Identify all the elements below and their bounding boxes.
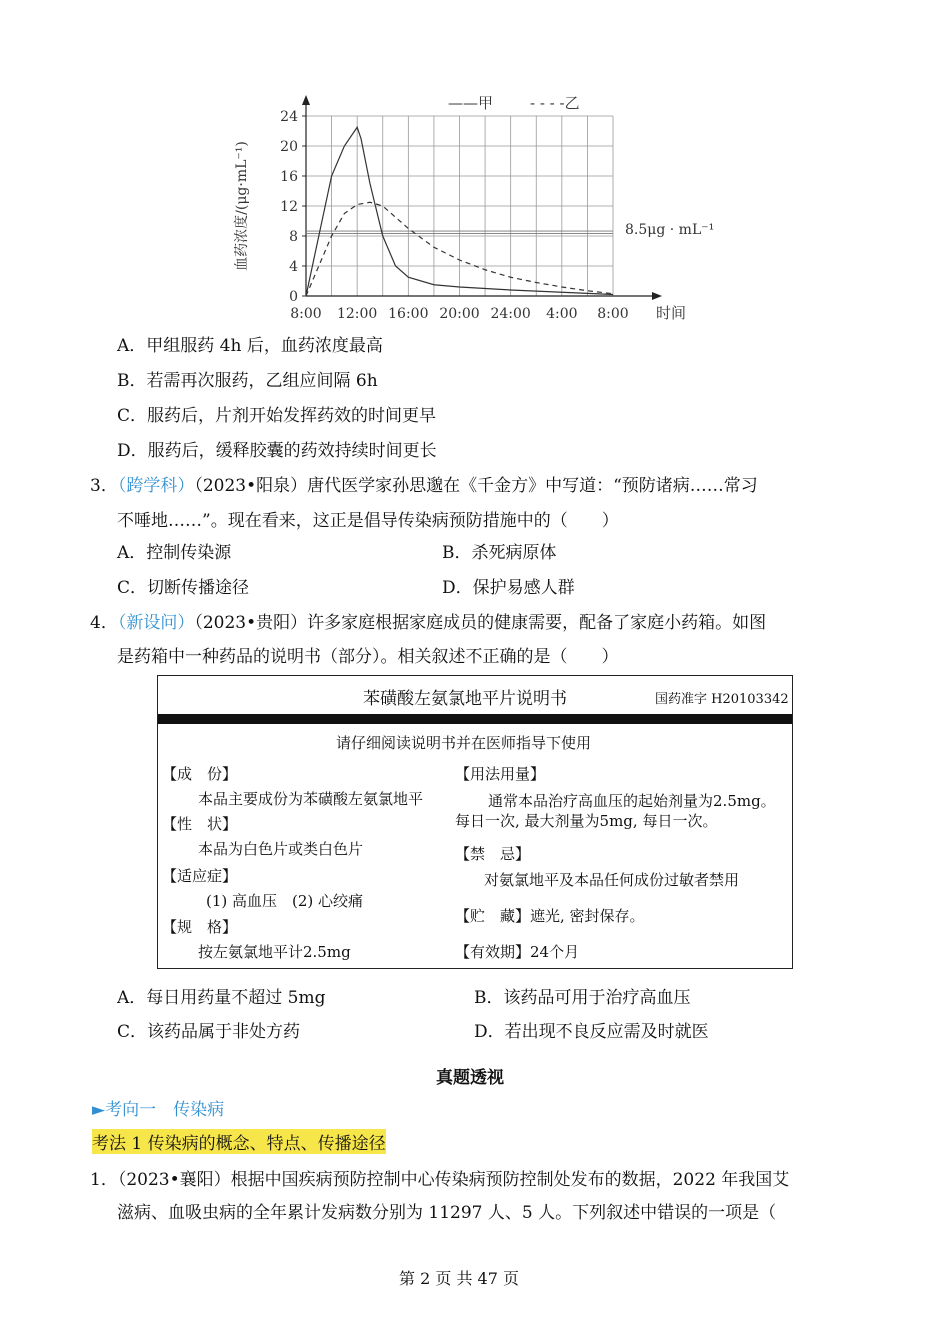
q4-text: （2023•贵阳）许多家庭根据家庭成员的健康需要，配备了家庭小药箱。如图 [194,613,767,633]
leaflet-divider [158,714,792,724]
indications-text: (1) 高血压 (2) 心绞痛 [206,892,364,910]
leaflet-approval: 国药准字 H20103342 [655,692,789,707]
q3-option-b: B．杀死病原体 [442,543,557,563]
q1-stem-line1 [90,1165,789,1190]
x-tick-label: 16:00 [388,306,429,322]
threshold-label: 8.5μg · mL⁻¹ [625,222,715,238]
q4-stem-line2: 是药箱中一种药品的说明书（部分）。相关叙述不正确的是（ ） [117,647,619,667]
y-tick-label: 4 [289,259,298,275]
q2-option-d: D．服药后，缓释胶囊的药效持续时间更长 [117,441,437,461]
q3-number: 3． [90,476,118,496]
appearance-text: 本品为白色片或类白色片 [198,840,364,858]
contra-heading: 【禁 忌】 [455,845,531,863]
q1-stem-line2: 滋病、血吸虫病的全年累计发病数分别为 11297 人、5 人。下列叙述中错误的一项是（ [117,1203,777,1223]
spec-heading: 【规 格】 [162,918,238,936]
q4-option-d: D．若出现不良反应需及时就医 [474,1022,709,1042]
q4-option-a: A．每日用药量不超过 5mg [117,988,326,1008]
expiry-line [455,941,579,962]
x-axis-label: 时间 [656,304,687,322]
usage-text-2: 每日一次, 最大剂量为5mg, 每日一次。 [455,812,718,830]
usage-heading: 【用法用量】 [455,765,546,783]
contra-text: 对氨氯地平及本品任何成份过敏者禁用 [484,871,740,889]
q4-option-b: B．该药品可用于治疗高血压 [474,988,691,1008]
usage-text-1: 通常本品治疗高血压的起始剂量为2.5mg。 [488,792,776,810]
ingredients-heading: 【成 份】 [162,765,238,783]
q4-option-c: C．该药品属于非处方药 [117,1022,301,1042]
y-axis-arrow [302,95,310,105]
x-tick-label: 24:00 [490,306,531,322]
q3-option-c: C．切断传播途径 [117,578,250,598]
leaflet-notice: 请仔细阅读说明书并在医师指导下使用 [336,734,592,752]
y-tick-label: 24 [280,109,298,125]
drug-leaflet [157,675,793,969]
q3-stem-line2: 不唾地……”。现在看来，这正是倡导传染病预防措施中的（ ） [117,511,619,531]
ingredients-text: 本品主要成份为苯磺酸左氨氯地平 [198,790,424,808]
topic-heading: ►考向一 传染病 [92,1100,225,1120]
storage-text: 遮光, 密封保存。 [530,907,645,925]
x-tick-label: 12:00 [336,306,378,322]
expiry-text: 24个月 [530,943,580,961]
x-tick-label: 8:00 [597,306,629,322]
q4-stem-line1 [90,608,766,633]
q3-tag: （跨学科） [117,476,195,496]
y-tick-label: 0 [289,289,298,305]
appearance-heading: 【性 状】 [162,815,238,833]
storage-heading: 【贮 藏】 [455,907,531,925]
expiry-heading: 【有效期】 [455,943,531,961]
section-title: 真题透视 [436,1068,504,1088]
q2-option-a: A．甲组服药 4h 后，血药浓度最高 [117,336,383,356]
leaflet-title: 苯磺酸左氨氯地平片说明书 [363,689,567,709]
q1-number: 1． [90,1170,118,1190]
q3-option-d: D．保护易感人群 [442,578,575,598]
legend-yi: - - - -乙 [530,94,580,112]
x-tick-label: 20:00 [439,306,480,322]
y-tick-label: 8 [289,229,298,245]
q1-text: （2023•襄阳）根据中国疾病预防控制中心传染病预防控制处发布的数据，2022 年我国艾 [117,1170,790,1190]
legend-jia: ——甲 [448,94,494,112]
method-heading: 考法 1 传染病的概念、特点、传播途径 [92,1129,386,1154]
x-tick-label: 4:00 [546,306,578,322]
y-tick-label: 12 [280,199,298,215]
q2-option-c: C．服药后，片剂开始发挥药效的时间更早 [117,406,437,426]
q3-option-a: A．控制传染源 [117,543,232,563]
indications-heading: 【适应症】 [162,867,238,885]
x-axis-arrow [652,292,662,300]
q4-number: 4． [90,613,118,633]
q4-tag: （新设问） [117,613,195,633]
x-tick-label: 8:00 [290,306,322,322]
storage-heading-line [455,905,645,926]
y-tick-label: 16 [280,169,298,185]
page-footer: 第 2 页 共 47 页 [399,1269,519,1288]
q3-stem-line1 [90,471,758,496]
y-axis-label: 血药浓度/(μg·mL⁻¹) [234,141,250,271]
q3-text: （2023•阳泉）唐代医学家孙思邈在《千金方》中写道：“预防诸病……常习 [194,476,758,496]
y-tick-label: 20 [280,139,298,155]
concentration-chart [220,85,740,325]
spec-text: 按左氨氯地平计2.5mg [198,943,351,961]
q2-option-b: B．若需再次服药，乙组应间隔 6h [117,371,378,391]
